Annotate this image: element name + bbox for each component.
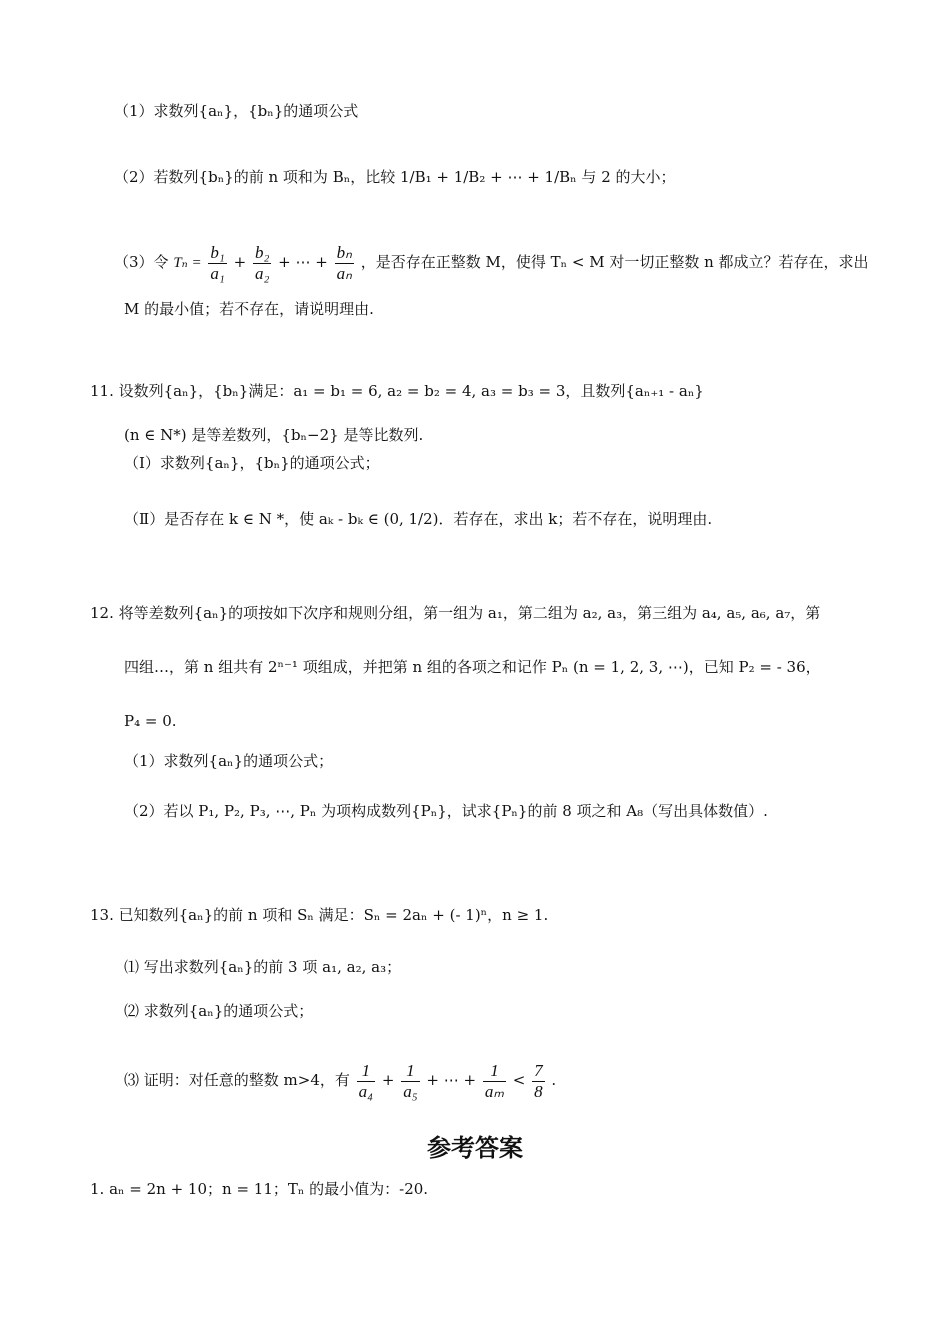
tn-lhs: Tₙ = — [173, 255, 202, 271]
fraction-numerator: b₁ — [210, 242, 225, 262]
fraction-numerator: bₙ — [336, 242, 352, 262]
fraction-b1-a1 — [208, 243, 226, 284]
q10-part3-prefix: （3）令 — [114, 253, 169, 271]
q12-stem-continued: 四组…，第 n 组共有 2ⁿ⁻¹ 项组成，并把第 n 组的各项之和记作 Pₙ (n = 1, 2, 3, ⋯)，已知 P₂ = - 36， — [124, 658, 821, 676]
q13-part3-suffix: . — [551, 1071, 557, 1089]
fraction-1-a5 — [401, 1061, 419, 1102]
ellipsis-sum: + ⋯ + — [426, 1071, 477, 1089]
fraction-denominator: a₁ — [210, 263, 225, 283]
ellipsis-sum: + ⋯ + — [278, 253, 328, 271]
fraction-1-a4 — [357, 1061, 375, 1102]
q10-part1: （1）求数列{aₙ}，{bₙ}的通项公式 — [114, 102, 359, 120]
q12-stem-end: P₄ = 0. — [124, 712, 177, 730]
q12-part2: （2）若以 P₁, P₂, P₃, ⋯, Pₙ 为项构成数列{Pₙ}，试求{Pₙ}的前 8 项之和 A₈（写出具体数值）. — [124, 802, 768, 820]
plus-sign: + — [233, 253, 247, 271]
fraction-1-am — [483, 1061, 506, 1102]
less-than-sign: < — [512, 1071, 526, 1089]
q10-part3 — [114, 236, 869, 288]
q13-part3-prefix: ⑶ 证明：对任意的整数 m>4，有 — [124, 1071, 350, 1089]
answer-1: 1. aₙ = 2n + 10；n = 11；Tₙ 的最小值为：-20. — [90, 1180, 429, 1198]
q13-part2: ⑵ 求数列{aₙ}的通项公式； — [124, 1002, 314, 1020]
fraction-denominator: a₅ — [403, 1081, 418, 1101]
q13-part3 — [124, 1054, 556, 1106]
q12-stem: 12. 将等差数列{aₙ}的项按如下次序和规则分组，第一组为 a₁，第二组为 a₂, a₃，第三组为 a₄, a₅, a₆, a₇，第 — [90, 604, 821, 622]
fraction-denominator: 8 — [534, 1081, 543, 1101]
q10-part3-continued: M 的最小值；若不存在，请说明理由. — [124, 300, 374, 318]
q11-part1: （Ⅰ）求数列{aₙ}，{bₙ}的通项公式； — [124, 454, 380, 472]
fraction-denominator: a₄ — [358, 1081, 374, 1101]
fraction-denominator: a₂ — [254, 263, 270, 283]
q11-part2: （Ⅱ）是否存在 k ∈ N *，使 aₖ - bₖ ∈ (0, 1/2)．若存在，求出 k；若不存在，说明理由. — [124, 510, 713, 528]
fraction-numerator: b₂ — [254, 242, 270, 262]
fraction-7-8 — [532, 1061, 545, 1102]
q13-part1: ⑴ 写出求数列{aₙ}的前 3 项 a₁, a₂, a₃； — [124, 958, 402, 976]
q10-part2: （2）若数列{bₙ}的前 n 项和为 Bₙ，比较 1/B₁ + 1/B₂ + ⋯ + 1/Bₙ 与 2 的大小； — [114, 168, 676, 186]
q13-stem: 13. 已知数列{aₙ}的前 n 项和 Sₙ 满足：Sₙ = 2aₙ + (- 1)ⁿ，n ≥ 1. — [90, 906, 549, 924]
fraction-numerator: 7 — [534, 1060, 543, 1080]
fraction-numerator: 1 — [357, 1061, 375, 1082]
fraction-bn-an — [335, 243, 354, 284]
fraction-denominator: aₙ — [336, 263, 352, 283]
q11-stem: 11. 设数列{aₙ}，{bₙ}满足：a₁ = b₁ = 6, a₂ = b₂ = 4, a₃ = b₃ = 3，且数列{aₙ₊₁ - aₙ} — [90, 382, 704, 400]
fraction-denominator: aₘ — [484, 1081, 504, 1101]
plus-sign: + — [381, 1071, 395, 1089]
fraction-numerator: 1 — [483, 1061, 506, 1082]
q10-part3-text: ，是否存在正整数 M，使得 Tₙ < M 对一切正整数 n 都成立？若存在，求出 — [360, 253, 869, 271]
fraction-b2-a2 — [253, 243, 271, 284]
q11-stem-continued: (n ∈ N*) 是等差数列，{bₙ−2} 是等比数列. — [124, 426, 424, 444]
answers-title: 参考答案 — [427, 1134, 523, 1162]
q12-part1: （1）求数列{aₙ}的通项公式； — [124, 752, 334, 770]
fraction-numerator: 1 — [401, 1061, 419, 1082]
